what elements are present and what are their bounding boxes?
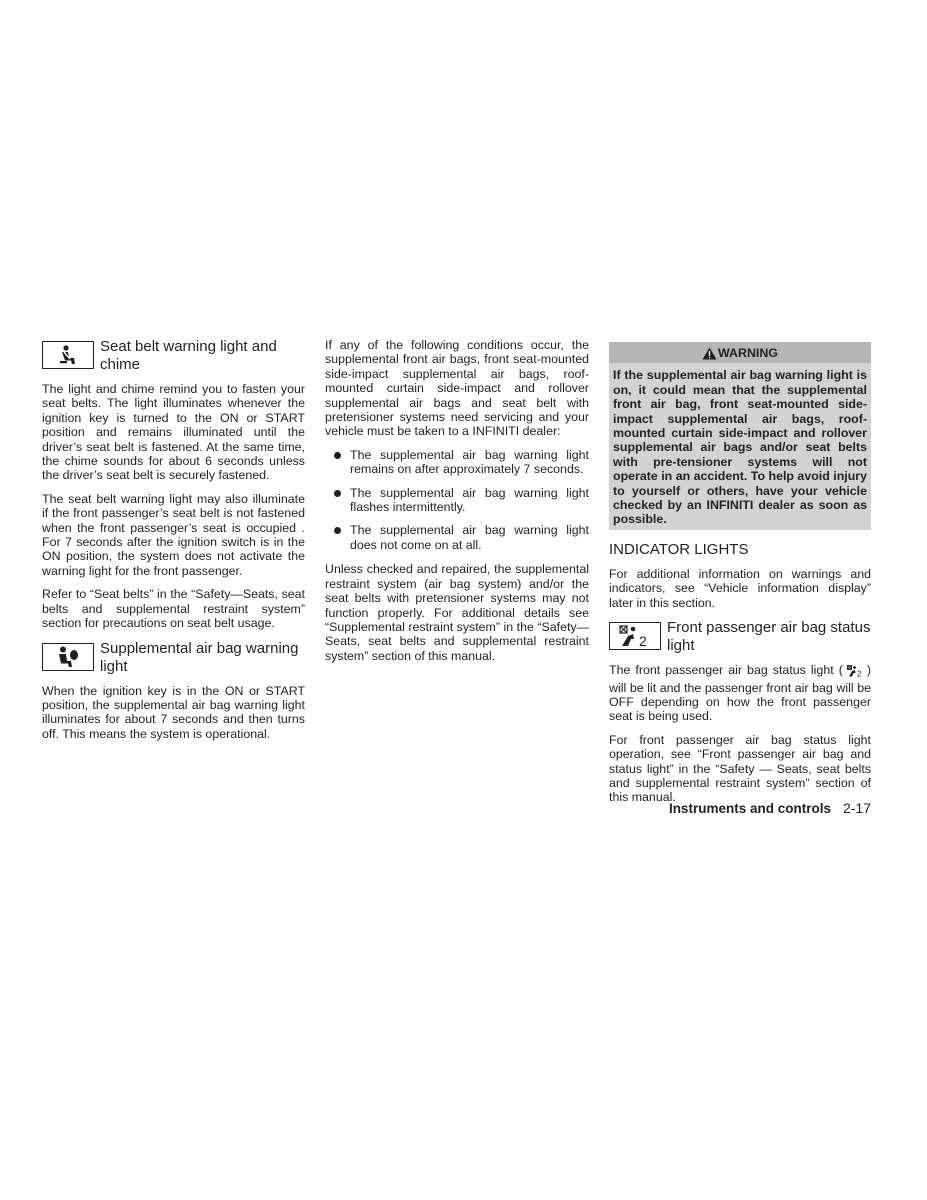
conditions-intro: If any of the following conditions occur, the supplemental front air bags, front seat-mounted side-impact supplemental air bags, roof-mounted curtain side-impact and rollover supplemental air bags and seat belt with pretensioner systems need servicing and your vehicle must be taken to a INFINITI dealer: [325, 338, 589, 439]
bullet-icon [334, 527, 341, 534]
column-left [42, 338, 305, 750]
warning-box [609, 342, 871, 530]
passenger-p1-before: The front passenger air bag status light ( [609, 663, 843, 678]
seatbelt-paragraph-2: The seat belt warning light may also illuminate if the front passenger’s seat belt is not fastened when the front passenger’s seat is occupied . For 7 seconds after the ignition switch is in the ON position, the system does not activate the warning light for the front passenger. [42, 491, 305, 578]
indicator-lights-heading: INDICATOR LIGHTS [609, 540, 749, 558]
seatbelt-title: Seat belt warning light and chime [100, 338, 277, 373]
airbag-paragraph-1: When the ignition key is in the ON or START position, the supplemental air bag warning light illuminates for about 7 seconds and then turns off. This means the system is operational. [42, 683, 305, 741]
warning-header [609, 342, 871, 363]
passenger-airbag-title: Front passenger air bag status light [667, 619, 871, 655]
column-right [609, 342, 871, 814]
passenger-airbag-header [609, 619, 871, 655]
list-item-text: The supplemental air bag warning light remains on after approximately 7 seconds. [350, 447, 589, 477]
seatbelt-paragraph-3: Refer to “Seat belts” in the “Safety—Seats, seat belts and supplemental restraint system” section for precautions on seat belt usage. [42, 587, 305, 631]
footer-section-title: Instruments and controls [668, 801, 831, 816]
page-number: 2-17 [842, 800, 871, 816]
column-middle [325, 338, 589, 672]
passenger-airbag-status-icon [609, 622, 661, 650]
indicator-paragraph: For additional information on warnings and indicators, see “Vehicle information display” later in this section. [609, 566, 871, 610]
seatbelt-warning-icon [42, 341, 94, 369]
unless-paragraph: Unless checked and repaired, the supplemental restraint system (air bag system) and/or the seat belts with pretensioner systems may not function properly. For additional details see “Supplemental restraint system” in the “Safety—Seats, seat belts and supplemental restraint system” section of this manual. [325, 562, 589, 663]
passenger-p1-after: ) will be lit and the passenger front air bag will be OFF depending on how the front passenger seat is being used. [609, 663, 871, 724]
seatbelt-paragraph-1: The light and chime remind you to fasten your seat belts. The light illuminates whenever the ignition key is turned to the ON or START position and remains illuminated until the driver’s seat belt is fastened. At the same time, the chime sounds for about 6 seconds unless the driver’s seat belt is securely fastened. [42, 382, 305, 483]
list-item [325, 448, 589, 477]
passenger-paragraph-1 [609, 663, 871, 724]
warning-triangle-icon [702, 347, 717, 360]
airbag-title: Supplemental air bag warning light [100, 639, 299, 675]
svg-text:2: 2 [856, 669, 862, 678]
passenger-paragraph-2: For front passenger air bag status light operation, see “Front passenger air bag and status light” in the “Safety — Seats, seat belts and supplemental restraint system” section of this manual. [609, 732, 871, 805]
passenger-airbag-status-inline-icon [847, 665, 863, 680]
list-item [325, 523, 589, 552]
bullet-icon [334, 490, 341, 497]
conditions-list [325, 448, 589, 552]
seatbelt-header [42, 338, 305, 374]
list-item-text: The supplemental air bag warning light flashes intermittently. [350, 485, 589, 515]
list-item-text: The supplemental air bag warning light does not come on at all. [350, 523, 589, 552]
airbag-header [42, 640, 305, 676]
airbag-warning-icon [42, 643, 94, 671]
warning-text: If the supplemental air bag warning light is on, it could mean that the supplemental front air bag, front seat-mounted side-impact supplemental air bags, roof-mounted curtain side-impact and rollover supplemental air bags and/or seat belts with pre-tensioner systems will not operate in an accident. To help avoid injury to yourself or others, have your vehicle checked by an INFINITI dealer as soon as possible. [613, 368, 867, 527]
list-item [325, 486, 589, 515]
bullet-icon [334, 452, 341, 459]
page-footer [669, 800, 871, 816]
warning-label: WARNING [718, 346, 778, 360]
svg-text:2: 2 [639, 633, 647, 648]
